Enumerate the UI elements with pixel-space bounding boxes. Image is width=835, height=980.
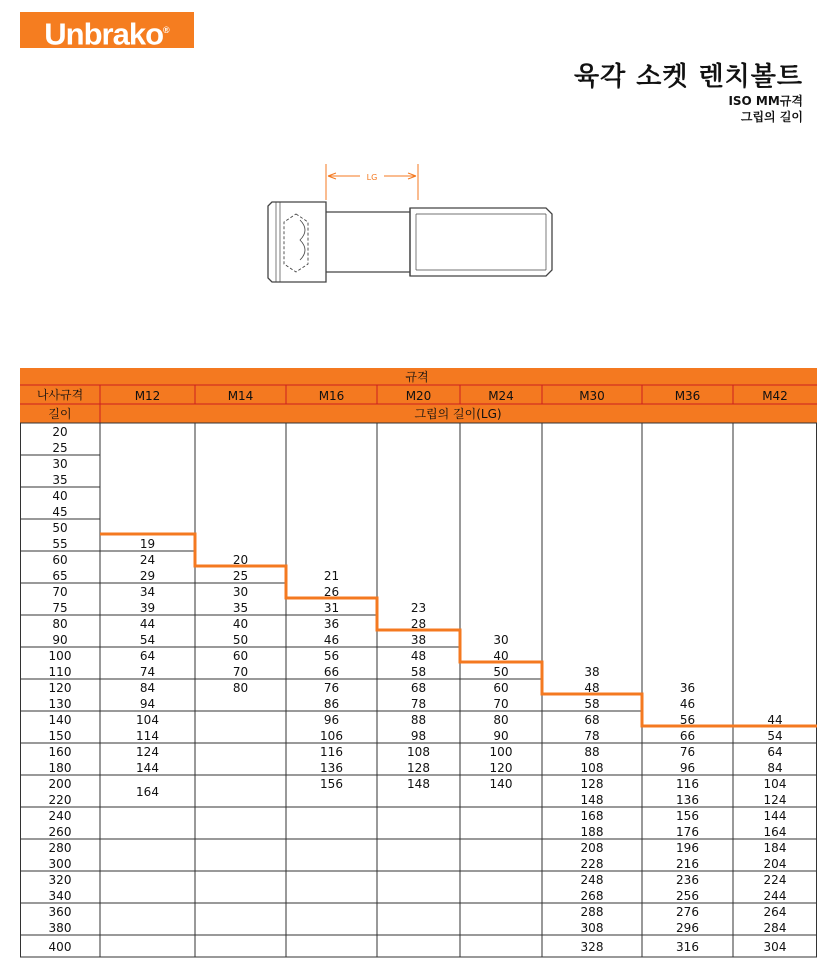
- grip-value: 58: [584, 697, 600, 711]
- grip-value: 148: [580, 793, 604, 807]
- grip-value: 124: [763, 793, 787, 807]
- grip-value: 98: [410, 729, 427, 743]
- grip-value: 228: [580, 857, 604, 871]
- grip-value: 86: [323, 697, 340, 711]
- grip-value: 248: [580, 873, 604, 887]
- grip-value: 56: [323, 649, 340, 663]
- group-header: 규격: [405, 370, 429, 384]
- grip-value: 68: [584, 713, 600, 727]
- size-header-m12: M12: [134, 389, 161, 403]
- grip-value: 184: [763, 841, 787, 855]
- grip-value: 40: [232, 617, 249, 631]
- length-value: 360: [48, 905, 72, 919]
- length-value: 320: [48, 873, 72, 887]
- grip-value: 80: [232, 681, 249, 695]
- grip-value: 48: [584, 681, 600, 695]
- length-value: 70: [52, 585, 68, 599]
- grip-value: 136: [676, 793, 699, 807]
- size-header-m16: M16: [318, 389, 345, 403]
- grip-value: 308: [580, 921, 604, 935]
- spec-standard-label: ISO MM규격: [728, 94, 803, 108]
- length-value: 160: [48, 745, 72, 759]
- grip-value: 80: [493, 713, 509, 727]
- grip-value: 28: [410, 617, 427, 631]
- registered-mark: ®: [163, 25, 170, 35]
- grip-value: 74: [139, 665, 156, 679]
- length-value: 130: [48, 697, 72, 711]
- unbrako-logo: [20, 12, 194, 52]
- thread-spec-header: 나사규격: [36, 388, 84, 402]
- length-value: 65: [52, 569, 68, 583]
- size-header-m42: M42: [762, 389, 788, 403]
- grip-value: 78: [410, 697, 427, 711]
- grip-value: 84: [139, 681, 156, 695]
- bolt-outline: [268, 202, 552, 282]
- length-value: 260: [48, 825, 72, 839]
- length-value: 30: [52, 457, 68, 471]
- grip-value: 168: [580, 809, 604, 823]
- grip-value: 44: [139, 617, 156, 631]
- page-title: 육각 소켓 렌치볼트: [573, 62, 803, 92]
- grip-value: 24: [139, 553, 156, 567]
- grip-value: 39: [139, 601, 156, 615]
- grip-value: 20: [232, 553, 249, 567]
- grip-value: 114: [136, 729, 159, 743]
- size-header-m36: M36: [674, 389, 701, 403]
- grip-value: 268: [580, 889, 604, 903]
- grip-value: 54: [139, 633, 156, 647]
- grip-value: 156: [676, 809, 699, 823]
- grip-value: 38: [584, 665, 600, 679]
- grip-value: 108: [580, 761, 604, 775]
- grip-value: 124: [136, 745, 159, 759]
- length-value: 50: [52, 521, 68, 535]
- grip-value: 128: [580, 777, 604, 791]
- grip-value: 96: [679, 761, 696, 775]
- grip-value: 31: [323, 601, 340, 615]
- grip-value: 128: [407, 761, 430, 775]
- length-value: 40: [52, 489, 68, 503]
- grip-value: 64: [767, 745, 783, 759]
- grip-value: 316: [676, 940, 699, 954]
- grip-value: 104: [763, 777, 787, 791]
- grip-value: 208: [580, 841, 604, 855]
- grip-value: 136: [320, 761, 343, 775]
- grip-value: 104: [136, 713, 159, 727]
- grip-value: 108: [407, 745, 430, 759]
- grip-value: 288: [580, 905, 604, 919]
- logo-text: Unbrako: [44, 16, 164, 52]
- grip-length-header: 그립의 길이(LG): [414, 407, 502, 421]
- grip-value: 60: [232, 649, 249, 663]
- grip-value: 88: [410, 713, 427, 727]
- grip-value: 176: [676, 825, 699, 839]
- grip-dimension-line: [326, 164, 418, 200]
- grip-length-table: [20, 368, 817, 966]
- length-value: 35: [52, 473, 68, 487]
- length-value: 110: [48, 665, 72, 679]
- grip-value: 30: [232, 585, 249, 599]
- grip-value: 64: [139, 649, 156, 663]
- grip-value: 36: [323, 617, 340, 631]
- length-value: 25: [52, 441, 68, 455]
- grip-value: 70: [493, 697, 509, 711]
- grip-value: 120: [489, 761, 513, 775]
- grip-value: 100: [489, 745, 513, 759]
- grip-value: 23: [410, 601, 427, 615]
- grip-value: 96: [323, 713, 340, 727]
- grip-value: 66: [679, 729, 696, 743]
- grip-value: 30: [493, 633, 509, 647]
- grip-value: 156: [320, 777, 343, 791]
- length-value: 60: [52, 553, 68, 567]
- grip-value: 40: [493, 649, 509, 663]
- size-header-m30: M30: [579, 389, 605, 403]
- grip-dimension-label: LG: [366, 173, 378, 182]
- length-value: 100: [48, 649, 72, 663]
- length-header: 길이: [48, 407, 72, 421]
- grip-value: 204: [763, 857, 787, 871]
- grip-value: 50: [493, 665, 509, 679]
- grip-value: 236: [676, 873, 699, 887]
- grip-value: 264: [763, 905, 787, 919]
- grip-value: 144: [763, 809, 787, 823]
- grip-value: 36: [679, 681, 696, 695]
- grip-value: 44: [767, 713, 783, 727]
- length-value: 140: [48, 713, 72, 727]
- grip-value: 25: [232, 569, 249, 583]
- grip-value: 216: [676, 857, 699, 871]
- size-header-m24: M24: [488, 389, 514, 403]
- length-value: 400: [48, 940, 72, 954]
- grip-value: 88: [584, 745, 600, 759]
- grip-value: 35: [232, 601, 249, 615]
- grip-value: 116: [320, 745, 343, 759]
- length-value: 300: [48, 857, 72, 871]
- grip-value: 144: [136, 761, 159, 775]
- grip-value: 328: [580, 940, 604, 954]
- grip-value: 70: [232, 665, 249, 679]
- grip-value: 90: [493, 729, 509, 743]
- grip-value: 46: [323, 633, 340, 647]
- grip-value: 256: [676, 889, 699, 903]
- availability-boundary: [100, 534, 817, 726]
- grip-value: 46: [679, 697, 696, 711]
- grip-value: 140: [489, 777, 513, 791]
- grip-value: 116: [676, 777, 699, 791]
- length-value: 180: [48, 761, 72, 775]
- size-header-m20: M20: [405, 389, 432, 403]
- length-value: 120: [48, 681, 72, 695]
- grip-value: 84: [767, 761, 783, 775]
- grip-value: 21: [323, 569, 340, 583]
- grip-value: 19: [139, 537, 156, 551]
- grip-value: 304: [763, 940, 787, 954]
- length-value: 150: [48, 729, 72, 743]
- grip-value: 224: [763, 873, 787, 887]
- length-value: 340: [48, 889, 72, 903]
- grip-value: 78: [584, 729, 600, 743]
- grip-value: 54: [767, 729, 783, 743]
- grip-value: 76: [679, 745, 696, 759]
- grip-value: 38: [410, 633, 427, 647]
- length-value: 240: [48, 809, 72, 823]
- size-header-m14: M14: [227, 389, 254, 403]
- length-value: 45: [52, 505, 68, 519]
- socket-bolt-drawing: [250, 160, 570, 300]
- length-value: 80: [52, 617, 68, 631]
- grip-value: 94: [139, 697, 156, 711]
- grip-value: 164: [136, 785, 159, 799]
- length-value: 280: [48, 841, 72, 855]
- length-value: 200: [48, 777, 72, 791]
- grip-value: 244: [763, 889, 787, 903]
- grip-value: 276: [676, 905, 699, 919]
- grip-value: 66: [323, 665, 340, 679]
- grip-value: 196: [676, 841, 699, 855]
- grip-value: 106: [320, 729, 343, 743]
- grip-value: 284: [763, 921, 787, 935]
- grip-value: 68: [410, 681, 427, 695]
- grip-value: 34: [139, 585, 156, 599]
- grip-length-label: 그립의 길이: [740, 110, 803, 124]
- grip-value: 56: [679, 713, 696, 727]
- grip-value: 76: [323, 681, 340, 695]
- grip-value: 296: [676, 921, 699, 935]
- grip-value: 50: [232, 633, 249, 647]
- grip-value: 26: [323, 585, 340, 599]
- grip-value: 148: [407, 777, 430, 791]
- grip-value: 60: [493, 681, 509, 695]
- length-value: 75: [52, 601, 68, 615]
- length-value: 20: [52, 425, 68, 439]
- length-value: 90: [52, 633, 68, 647]
- grip-value: 58: [410, 665, 427, 679]
- grip-value: 29: [139, 569, 156, 583]
- grip-value: 188: [580, 825, 604, 839]
- grip-value: 164: [763, 825, 787, 839]
- length-value: 55: [52, 537, 68, 551]
- grip-value: 48: [410, 649, 427, 663]
- length-value: 380: [48, 921, 72, 935]
- length-value: 220: [48, 793, 72, 807]
